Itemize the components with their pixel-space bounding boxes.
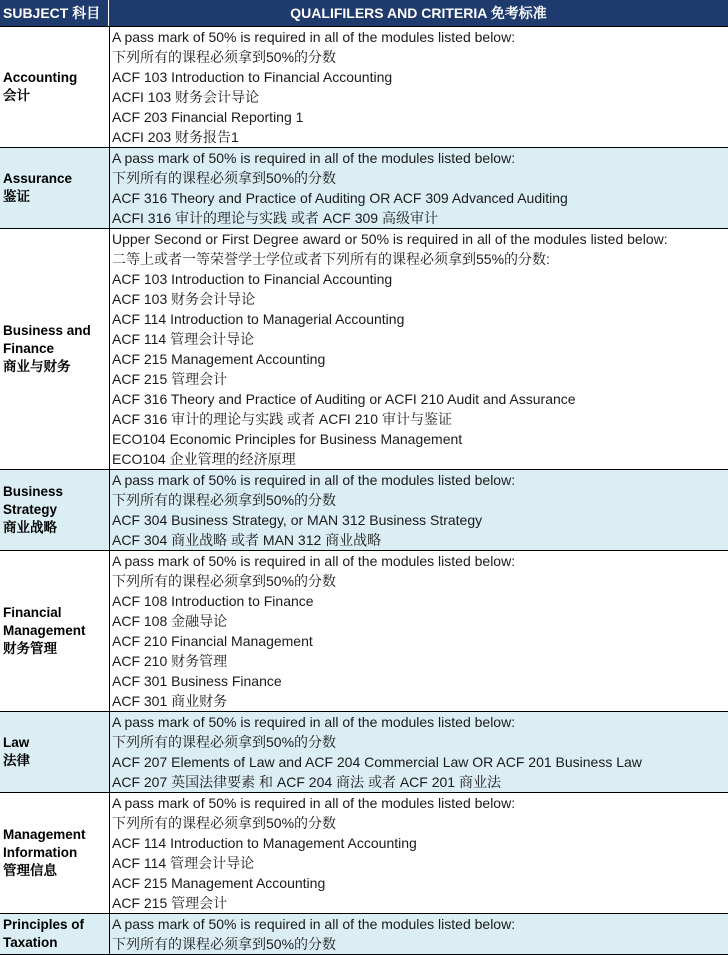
criteria-line: ACF 210 财务管理 [112,653,228,669]
criteria-cell [110,148,728,228]
criteria-cell [110,551,728,711]
subject-cell [0,27,110,147]
criteria-line: ACF 301 商业财务 [112,693,228,709]
criteria-line: 下列所有的课程必须拿到50%的分数 [112,573,337,589]
criteria-line: ACF 215 管理会计 [112,371,228,387]
table-row [0,793,728,914]
criteria-line: 二等上或者一等荣誉学士学位或者下列所有的课程必须拿到55%的分数: [112,251,550,267]
subject-name: Business [3,484,64,499]
criteria-line: 下列所有的课程必须拿到50%的分数 [112,936,337,952]
subject-column-header: SUBJECT 科目 [0,0,109,26]
criteria-line: 下列所有的课程必须拿到50%的分数 [112,815,337,831]
criteria-line: 下列所有的课程必须拿到50%的分数 [112,734,337,750]
criteria-cell [110,793,728,913]
criteria-line: ACF 316 Theory and Practice of Auditing OR ACF 309 Advanced Auditing [112,190,568,206]
criteria-line: A pass mark of 50% is required in all of the modules listed below: [112,150,516,166]
criteria-column-header: QUALIFILERS AND CRITERIA 免考标准 [290,5,547,21]
criteria-cell [110,470,728,550]
criteria-line: ACF 108 Introduction to Finance [112,593,314,609]
subject-name: Financial [3,605,62,620]
table-row [0,914,728,955]
subject-name: Accounting [3,70,78,85]
table-row [0,148,728,229]
table-row [0,229,728,470]
subject-name: 鉴证 [3,189,30,204]
table-body [0,27,728,955]
criteria-line: ACF 207 Elements of Law and ACF 204 Commercial Law OR ACF 201 Business Law [112,754,642,770]
subject-name: Taxation [3,935,58,950]
criteria-line: ACF 103 财务会计导论 [112,291,256,307]
subject-cell [0,470,110,550]
subject-name: 会计 [3,88,30,103]
criteria-line: ECO104 Economic Principles for Business Management [112,431,463,447]
subject-name: Business and [3,323,91,338]
criteria-cell [110,914,728,954]
criteria-line: ACF 316 Theory and Practice of Auditing or ACFI 210 Audit and Assurance [112,391,576,407]
table-header [0,0,728,27]
subject-cell [0,551,110,711]
criteria-line: ACF 215 Management Accounting [112,875,326,891]
subject-name: 商业战略 [3,520,57,535]
criteria-line: ACF 301 Business Finance [112,673,282,689]
subject-name: 商业与财务 [3,359,71,374]
criteria-line: ACF 304 Business Strategy, or MAN 312 Business Strategy [112,512,483,528]
criteria-line: ACF 207 英国法律要素 和 ACF 204 商法 或者 ACF 201 商业法 [112,774,501,790]
table-row [0,551,728,712]
criteria-line: ECO104 企业管理的经济原理 [112,451,296,467]
criteria-line: 下列所有的课程必须拿到50%的分数 [112,170,337,186]
criteria-line: ACF 215 Management Accounting [112,351,326,367]
subject-name: Management [3,827,86,842]
subject-cell [0,712,110,792]
criteria-line: ACF 114 管理会计导论 [112,855,255,871]
criteria-line: ACF 114 Introduction to Managerial Accounting [112,311,405,327]
criteria-line: ACF 203 Financial Reporting 1 [112,109,304,125]
criteria-line: A pass mark of 50% is required in all of the modules listed below: [112,29,516,45]
criteria-line: ACF 108 金融导论 [112,613,228,629]
subject-name: 管理信息 [3,863,57,878]
criteria-cell [110,712,728,792]
table-row [0,712,728,793]
criteria-line: ACFI 316 审计的理论与实践 或者 ACF 309 高级审计 [112,210,438,226]
criteria-line: 下列所有的课程必须拿到50%的分数 [112,49,337,65]
criteria-line: A pass mark of 50% is required in all of the modules listed below: [112,795,516,811]
subject-cell [0,148,110,228]
criteria-line: A pass mark of 50% is required in all of the modules listed below: [112,472,516,488]
subject-name: Strategy [3,502,58,517]
criteria-line: ACF 114 管理会计导论 [112,331,255,347]
criteria-line: ACF 304 商业战略 或者 MAN 312 商业战略 [112,532,382,548]
subject-name: Principles of [3,917,85,932]
subject-name: Finance [3,341,55,356]
criteria-line: Upper Second or First Degree award or 50% is required in all of the modules listed below: [112,231,668,247]
subject-name: Law [3,735,30,750]
subject-cell [0,793,110,913]
criteria-cell [110,229,728,469]
table-row [0,470,728,551]
criteria-cell [110,27,728,147]
criteria-line: ACF 210 Financial Management [112,633,313,649]
subject-cell [0,229,110,469]
subject-name: 法律 [3,753,30,768]
criteria-line: A pass mark of 50% is required in all of the modules listed below: [112,916,516,932]
subject-name: Information [3,845,78,860]
criteria-line: ACF 215 管理会计 [112,895,228,911]
criteria-line: 下列所有的课程必须拿到50%的分数 [112,492,337,508]
table-row [0,27,728,148]
criteria-line: ACF 316 审计的理论与实践 或者 ACFI 210 审计与鉴证 [112,411,452,427]
criteria-line: ACF 103 Introduction to Financial Accounting [112,271,393,287]
criteria-line: A pass mark of 50% is required in all of the modules listed below: [112,714,516,730]
subject-name: 财务管理 [3,641,57,656]
subject-cell [0,914,110,954]
subject-name: Management [3,623,86,638]
criteria-line: A pass mark of 50% is required in all of the modules listed below: [112,553,516,569]
criteria-line: ACF 114 Introduction to Management Accounting [112,835,417,851]
criteria-line: ACF 103 Introduction to Financial Accounting [112,69,393,85]
criteria-line: ACFI 203 财务报告1 [112,129,239,145]
criteria-line: ACFI 103 财务会计导论 [112,89,260,105]
subject-name: Assurance [3,171,73,186]
